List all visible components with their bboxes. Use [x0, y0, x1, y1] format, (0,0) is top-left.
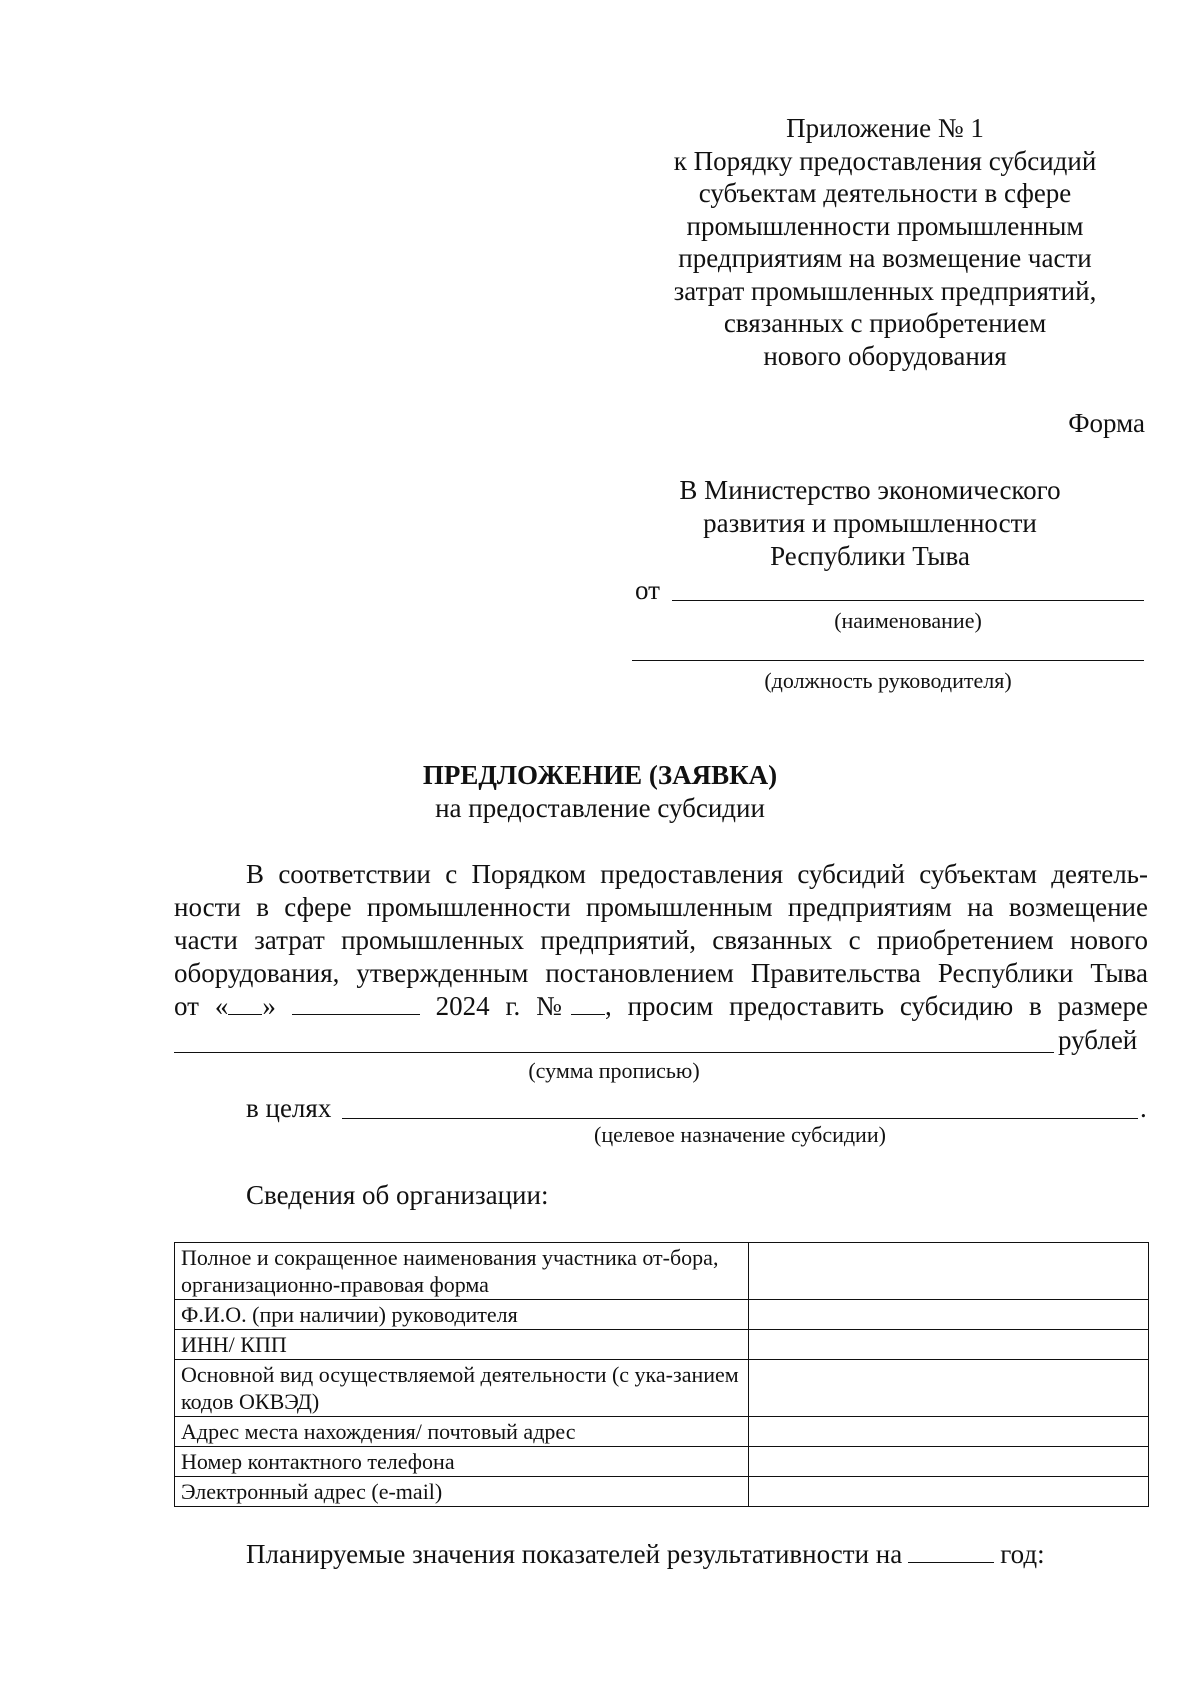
annex-line: к Порядку предоставления субсидий	[673, 145, 1097, 176]
table-row	[175, 1300, 1149, 1330]
from-label: от	[635, 575, 660, 605]
table-label-cell: Ф.И.О. (при наличии) руководителя	[175, 1300, 749, 1330]
planned-indicators	[246, 1539, 1045, 1570]
body-line: оборудования, утвержденным постановлением Правительства Республики Тыва	[174, 958, 1148, 988]
date-month-field[interactable]	[292, 992, 420, 1015]
annex-line: предприятиям на возмещение части	[678, 243, 1092, 273]
date-prefix: от «	[174, 991, 229, 1021]
annex-header	[600, 112, 1170, 372]
table-label-cell: Полное и сокращенное наименования участника от-бора, организационно-правовая форма	[175, 1243, 749, 1300]
request-text: , просим предоставить субсидию в размере	[604, 991, 1148, 1021]
purpose-end: .	[1140, 1093, 1147, 1123]
addressee-line: Республики Тыва	[770, 541, 970, 571]
table-value-cell[interactable]	[749, 1447, 1149, 1477]
annex-line: Приложение № 1	[786, 113, 984, 143]
position-hint: (должность руководителя)	[764, 668, 1012, 693]
addressee-line: В Министерство экономического	[679, 475, 1061, 505]
org-heading: Сведения об организации:	[246, 1180, 549, 1210]
applicant-name-field[interactable]	[672, 600, 1144, 601]
addressee-line: развития и промышленности	[703, 508, 1037, 538]
table-label-cell: ИНН/ КПП	[175, 1330, 749, 1360]
date-mid: »	[262, 991, 276, 1021]
purpose-label: в целях	[246, 1093, 332, 1123]
year-part: 2024 г. №	[435, 991, 571, 1021]
date-day-field[interactable]	[228, 992, 262, 1015]
table-label-cell: Адрес места нахождения/ почтовый адрес	[175, 1417, 749, 1447]
table-value-cell[interactable]	[749, 1243, 1149, 1300]
position-field[interactable]	[632, 660, 1144, 661]
table-label-cell: Номер контактного телефона	[175, 1447, 749, 1477]
form-label: Форма	[1068, 408, 1145, 438]
table-value-cell[interactable]	[749, 1360, 1149, 1417]
table-row	[175, 1360, 1149, 1417]
document-title: ПРЕДЛОЖЕНИЕ (ЗАЯВКА)	[422, 760, 778, 790]
table-row	[175, 1447, 1149, 1477]
body-line-date	[174, 990, 1148, 1023]
annex-line: промышленности промышленным	[686, 210, 1084, 241]
body-line: части затрат промышленных предприятий, связанных с приобретением нового	[174, 925, 1148, 955]
body-paragraph	[174, 858, 1148, 1023]
annex-line: затрат промышленных предприятий,	[673, 275, 1097, 306]
planned-prefix: Планируемые значения показателей результативности на	[246, 1539, 903, 1569]
table-label-cell: Основной вид осуществляемой деятельности (с ука-занием кодов ОКВЭД)	[175, 1360, 749, 1417]
doc-number-field[interactable]	[571, 992, 605, 1015]
document-subtitle: на предоставление субсидии	[435, 793, 765, 823]
planned-year-field[interactable]	[908, 1540, 994, 1563]
addressee	[640, 474, 1100, 573]
name-hint: (наименование)	[834, 608, 982, 633]
table-row	[175, 1417, 1149, 1447]
body-line: ности в сфере промышленности промышленным предприятиям на возмещение	[174, 892, 1148, 922]
purpose-field[interactable]	[342, 1118, 1138, 1119]
amount-hint: (сумма прописью)	[528, 1058, 700, 1083]
body-line: В соответствии с Порядком предоставления субсидий субъектам деятель-	[246, 859, 1148, 889]
table-label-cell: Электронный адрес (e-mail)	[175, 1477, 749, 1507]
amount-field[interactable]	[174, 1052, 1054, 1053]
annex-line: связанных с приобретением	[723, 308, 1047, 338]
rubles-label: рублей	[1058, 1025, 1138, 1055]
table-value-cell[interactable]	[749, 1330, 1149, 1360]
table-row	[175, 1243, 1149, 1300]
table-row	[175, 1330, 1149, 1360]
table-value-cell[interactable]	[749, 1300, 1149, 1330]
planned-suffix: год:	[1000, 1539, 1045, 1569]
purpose-hint: (целевое назначение субсидии)	[594, 1122, 886, 1147]
org-info-table	[174, 1242, 1149, 1507]
table-value-cell[interactable]	[749, 1417, 1149, 1447]
annex-line: субъектам деятельности в сфере	[698, 178, 1072, 208]
table-row	[175, 1477, 1149, 1507]
annex-line: нового оборудования	[763, 340, 1007, 371]
table-value-cell[interactable]	[749, 1477, 1149, 1507]
